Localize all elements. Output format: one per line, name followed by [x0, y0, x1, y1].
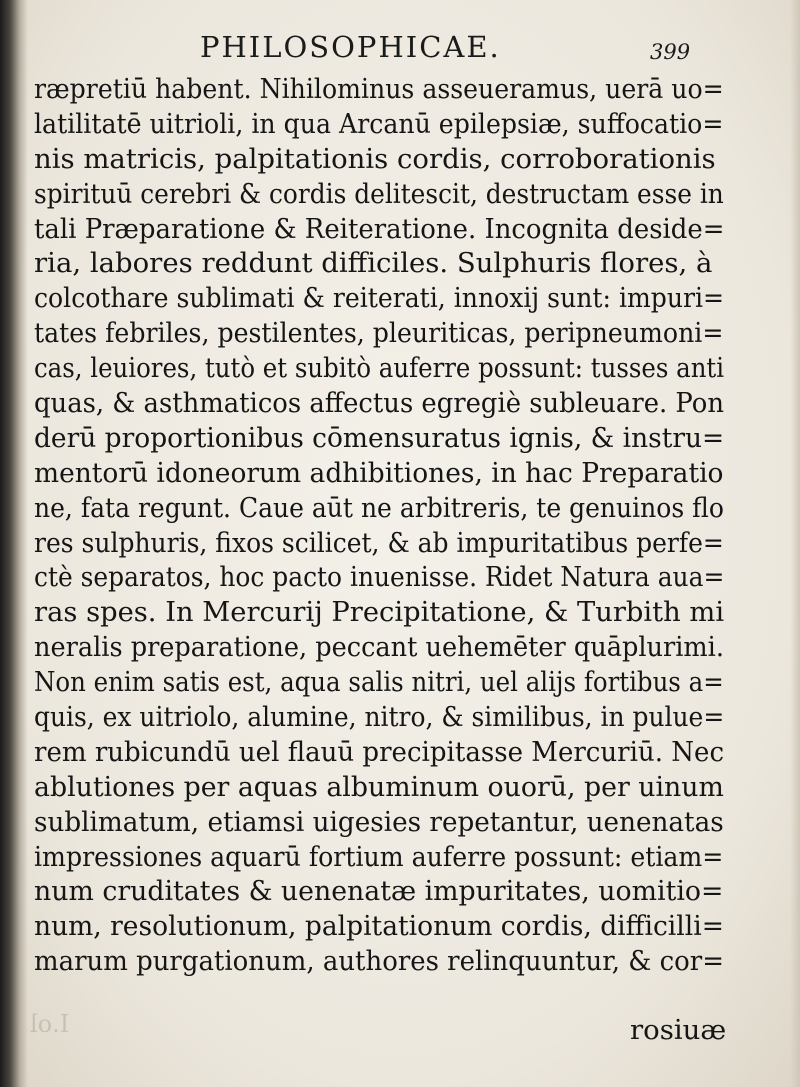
- body-text: [34, 72, 724, 979]
- text-line: num cruditates & uenenatæ impuritates, uomitio=: [34, 875, 724, 908]
- text-line: Non enim satis est, aqua salis nitri, uel alijs fortibus a=: [34, 666, 724, 699]
- text-line: ne, fata regunt. Caue aūt ne arbitreris, te genuinos flo: [34, 491, 724, 524]
- text-line: ablutiones per aquas albuminum ouorū, per uinum: [34, 770, 724, 803]
- show-through-bleed: I.ol: [30, 1010, 70, 1038]
- text-line: impressiones aquarū fortium auferre possunt: etiam=: [34, 840, 724, 873]
- running-head: PHILOSOPHICAE.: [200, 30, 501, 64]
- text-line: spirituū cerebri & cordis delitescit, destructam esse in: [34, 177, 724, 210]
- text-line: ria, labores reddunt difficiles. Sulphuris flores, à: [34, 247, 713, 280]
- text-line: neralis preparatione, peccant uehemēter quāplurimi.: [34, 631, 724, 664]
- text-line: ræpretiū habent. Nihilominus asseueramus, uerā uo=: [34, 73, 724, 105]
- text-line: derū proportionibus cōmensuratus ignis, & instru=: [34, 421, 725, 454]
- text-line: marum purgationum, authores relinquuntur, & cor=: [34, 945, 724, 978]
- text-line: cas, leuiores, tutò et subitò auferre possunt: tusses anti: [34, 352, 725, 385]
- text-line: sublimatum, etiamsi uigesies repetantur, uenenatas: [34, 805, 724, 838]
- text-line: tates febriles, pestilentes, pleuriticas, peripneumoni=: [34, 317, 724, 350]
- text-line: res sulphuris, fixos scilicet, & ab impuritatibus perfe=: [34, 526, 724, 559]
- text-line: nis matricis, palpitationis cordis, corroborationis: [34, 142, 716, 175]
- text-line: quis, ex uitriolo, alumine, nitro, & similibus, in pulue=: [34, 701, 725, 734]
- text-line: tali Præparatione & Reiteratione. Incognita deside=: [34, 212, 725, 245]
- text-line: colcothare sublimati & reiterati, innoxij sunt: impuri=: [34, 282, 725, 315]
- catchword: rosiuæ: [630, 1014, 727, 1046]
- text-line: latilitatē uitrioli, in qua Arcanū epilepsiæ, suffocatio=: [34, 107, 724, 140]
- text-line: ras spes. In Mercurij Precipitatione, & Turbith mi: [34, 596, 725, 629]
- text-line: num, resolutionum, palpitationum cordis, difficilli=: [34, 910, 724, 943]
- page-number: 399: [650, 40, 691, 64]
- text-line: ctè separatos, hoc pacto inuenisse. Ridet Natura aua=: [34, 561, 725, 594]
- text-line: quas, & asthmaticos affectus egregiè subleuare. Pon: [34, 387, 724, 420]
- text-line: mentorū idoneorum adhibitiones, in hac Preparatio: [34, 456, 724, 489]
- text-line: rem rubicundū uel flauū precipitasse Mercuriū. Nec: [34, 735, 725, 768]
